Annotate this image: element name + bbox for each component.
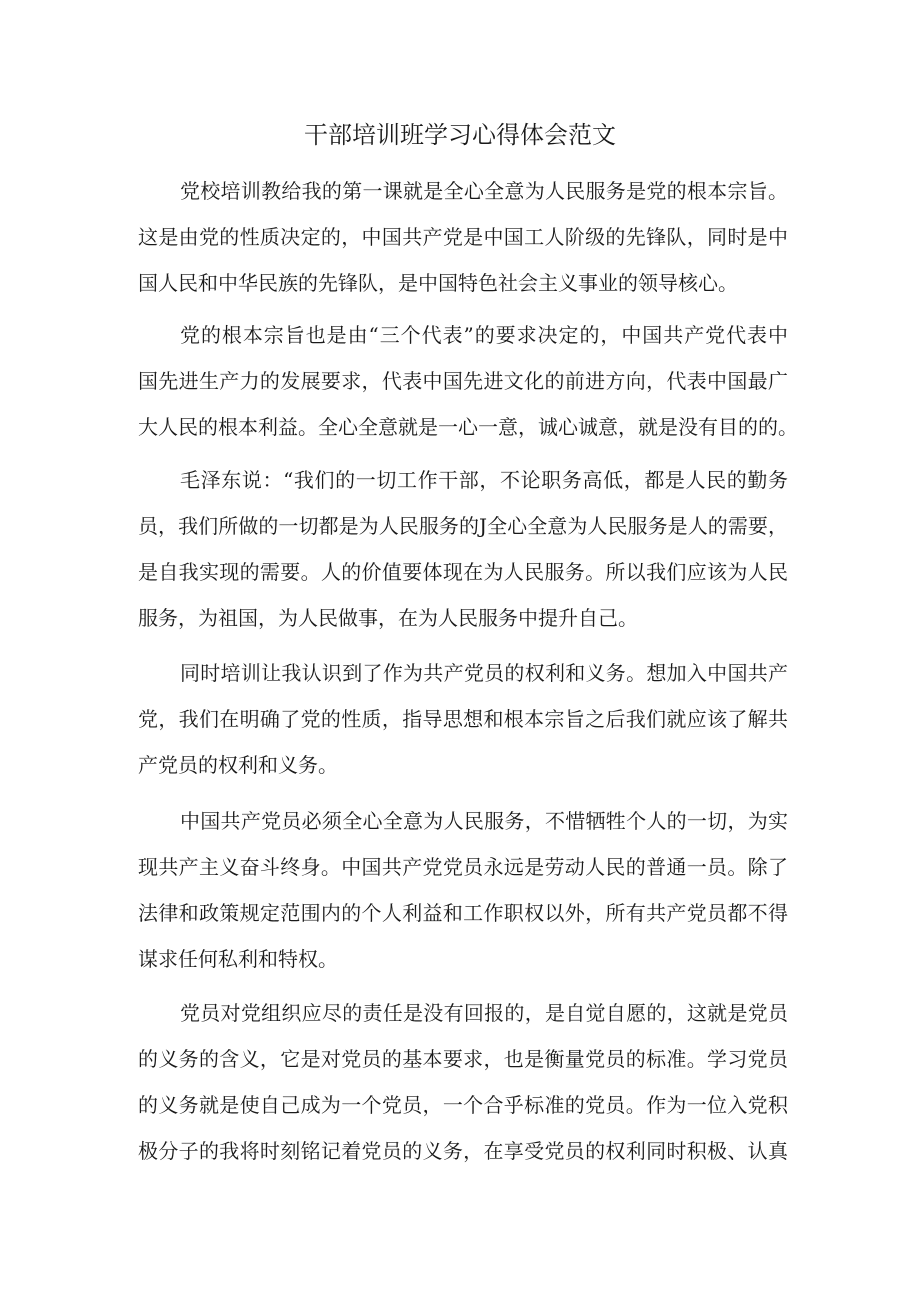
paragraph-line: 谋求任何私利和特权。 — [138, 947, 338, 971]
paragraph-line: 大人民的根本利益。全心全意就是一心一意，诚心诚意，就是没有目的的。 — [138, 415, 798, 439]
paragraph-line: 国人民和中华民族的先锋队，是中国特色社会主义事业的领导核心。 — [138, 271, 738, 295]
paragraph-line: 的义务就是使自己成为一个党员，一个合乎标准的党员。作为一位入党积 — [138, 1093, 788, 1117]
paragraph-1 — [138, 176, 788, 314]
paragraph-line: 法律和政策规定范围内的个人利益和工作职权以外，所有共产党员都不得 — [138, 901, 788, 925]
paragraph-2 — [138, 320, 798, 458]
paragraph-line: 中国共产党员必须全心全意为人民服务，不惜牺牲个人的一切，为实 — [180, 809, 788, 833]
document-title: 干部培训班学习心得体会范文 — [304, 121, 616, 149]
paragraph-line: 毛泽东说：“我们的一切工作干部，不论职务高低，都是人民的勤务 — [180, 468, 788, 492]
paragraph-line: 国先进生产力的发展要求，代表中国先进文化的前进方向，代表中国最广 — [138, 369, 788, 393]
paragraph-line: 党的根本宗旨也是由“三个代表”的要求决定的，中国共产党代表中 — [180, 323, 788, 347]
paragraph-line: 党校培训教给我的第一课就是全心全意为人民服务是党的根本宗旨。 — [180, 179, 788, 203]
paragraph-line: 党员对党组织应尽的责任是没有回报的，是自觉自愿的，这就是党员 — [180, 1001, 788, 1025]
paragraph-line: 党，我们在明确了党的性质，指导思想和根本宗旨之后我们就应该了解共 — [138, 707, 788, 731]
paragraph-4 — [138, 658, 788, 796]
paragraph-line: 是自我实现的需要。人的价值要体现在为人民服务。所以我们应该为人民 — [138, 560, 788, 584]
paragraph-line: 员，我们所做的一切都是为人民服务的J全心全意为人民服务是人的需要， — [138, 514, 788, 538]
paragraph-line: 这是由党的性质决定的，中国共产党是中国工人阶级的先锋队，同时是中 — [138, 225, 788, 249]
paragraph-line: 的义务的含义，它是对党员的基本要求，也是衡量党员的标准。学习党员 — [138, 1047, 788, 1071]
paragraph-line: 同时培训让我认识到了作为共产党员的权利和义务。想加入中国共产 — [180, 661, 788, 685]
paragraph-5 — [138, 806, 788, 990]
paragraph-line: 服务，为祖国，为人民做事，在为人民服务中提升自己。 — [138, 606, 638, 630]
paragraph-3 — [138, 465, 788, 649]
paragraph-6 — [138, 998, 788, 1182]
paragraph-line: 产党员的权利和义务。 — [138, 753, 338, 777]
paragraph-line: 极分子的我将时刻铭记着党员的义务，在享受党员的权利同时积极、认真 — [138, 1139, 788, 1163]
paragraph-line: 现共产主义奋斗终身。中国共产党党员永远是劳动人民的普通一员。除了 — [138, 855, 788, 879]
